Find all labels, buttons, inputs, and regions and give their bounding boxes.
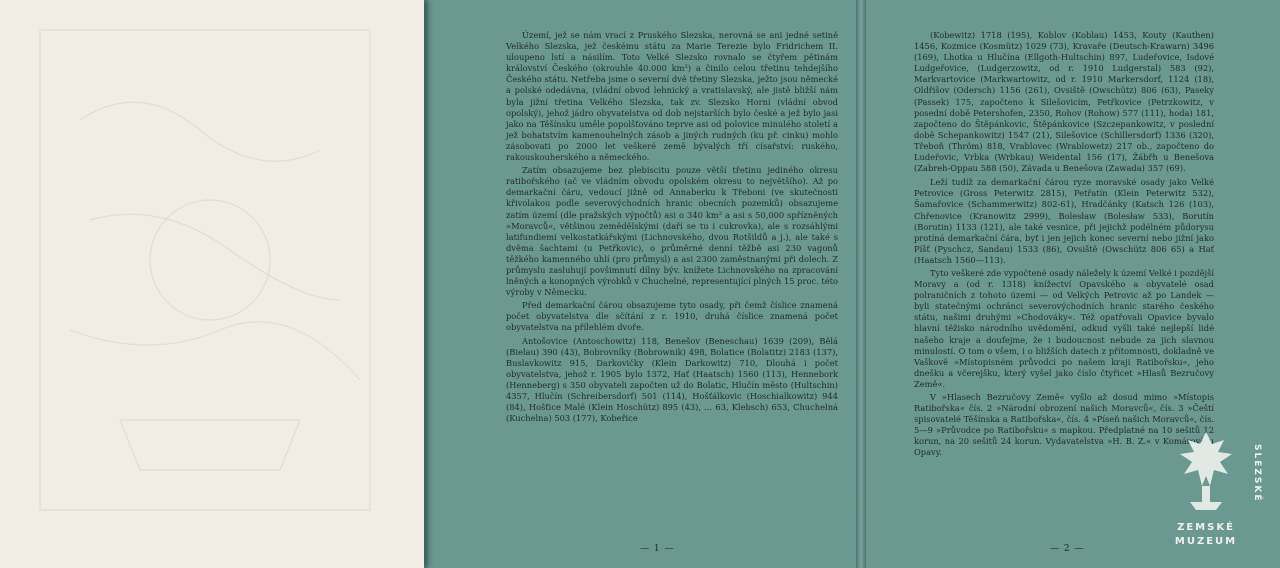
paragraph: Tyto veškeré zde vypočtené osady náležely k území Velké i pozdější Moravy a (od r. 1318) knížectví Opavského a obyvatelé osad polraničních z tohoto území — od Velkých Petrovic až po Landek — byli statečnými ochránci severovýchodních hranic starého českého státu, našimi druhými »Chodováky«. Též opatřovali Opavice byvalo hlavní těžisko národního uvědomění, odkud vyšli také nejlepší lidé našeho kraje a doufejme, že i budoucnost nebude za jich slavnou minulostí. O tom o všem, i o bližších datech z přítomnosti, dokladně ve Vaškově »Místopisném průvodci po našem kraji Ratibořsku«, jeho dnešku a včerejšku, který vyšel jako číslo čtyřicet »Hlasů Bezručovy Země«. <box>914 267 1214 389</box>
page-two <box>862 0 1280 568</box>
page-two-text <box>914 30 1214 461</box>
faint-sketch-illustration <box>0 0 424 568</box>
paragraph: Před demarkační čárou obsazujeme tyto osady, při čemž číslice znamená počet obyvatelstva dle sčítání z r. 1910, druhá číslice znamená počet obyvatelstva na přílehlém dvoře. <box>506 300 838 333</box>
stamp-text: ZEMSKÉ <box>1177 522 1235 533</box>
paragraph: (Kobewitz) 1718 (195), Koblov (Koblau) 1453, Kouty (Kauthen) 1456, Kozmice (Kosmütz) 1029 (73), Kravaře (Deutsch-Krawarn) 3496 (169), Lhotka u Hlučína (Ellgoth-Hultschin) 897, Ludeřovice, Isdové Ludgeřovice, (Ludgerzowitz, od r. 1910 Ludgerstal) 583 (92), Markvartovice (Markwartowitz, od r. 1910 Markersdorf, 1124 (18), Oldřišov (Odersch) 1156 (261), Ovsiště (Owschütz) 806 (63), Paseky (Passek) 175, započteno k Silešovicím, Petřkovice (Petrzkowitz, v posední době Petershofen, 2350, Rohov (Rohow) 577 (111), hoda) 181, započteno do Štěpánkovic, Štěpánkovice (Szczepankowitz, v poslední době Schepankowitz) 1547 (21), Silešovice (Schillersdorf) 1336 (320), Třeboň (Thröm) 818, Vrablovec (Wrablowetz) 217 ob., započteno do Ludeřovic, Vrbka (Wrbkau) Weidental 156 (17), Žábřh u Benešova (Zabreh-Oppau 588 (50), Závada u Benešova (Zawada) 357 (69). <box>914 30 1214 174</box>
page-one <box>428 0 860 568</box>
paragraph: Území, jež se nám vrací z Pruského Slezska, nerovná se ani jedné setině Velkého Slezska, jež českému státu za Marie Terezie bylo Fridrichem II. uloupeno lstí a násilím. Toto Velké Slezsko rovnalo se čtyřem pětinám království Českého (okrouhle 40.000 km²) a činilo celou třetinu tehdejšího Českého státu. Netřeba jsme o severní dvě třetiny Slezska, ježto jsou německé a polské odedávna, (vládní obvod lehnický a vratislavský, ale jistě bližší nám byla jižní třetina Velkého Slezska, tak zv. Slezsko Horní (vládní obvod opolský), jehož jádro obyvatelstva od dob nejstarších bylo české a jež bylo jasi jako na Těšínsku uměle popolšťováno teprve asi od polovice minulého století a jež bohatstvím kamenouhelných zásob a jiných rudných (ku př. cinku) mohlo zásobovati po 2000 let veškeré země bývalých tří císařství: ruského, rakouskouherského a německého. <box>506 30 838 163</box>
page-number: — 2 — <box>1050 544 1085 554</box>
eagle-emblem-icon <box>1150 414 1262 522</box>
stamp-text: MUZEUM <box>1174 536 1238 547</box>
paragraph: Leží tudíž za demarkační čárou ryze moravské osady jako Velké Petrovice (Gross Peterwitz 2815), Petřatín (Klein Peterwitz 532), Šamařovice (Schammerwitz) 802-61), Hradčánky (Katsch 126 (103), Chřenovice (Kranowitz 2999), Bolesław (Bolesław 533), Borutín (Borutin) 1133 (121), ale také vesnice, při jejichž podélném půdorysu protíná demarkační čára, byť i jen jejich konec severní nebo jižní jako Píšť (Pyschcz, Sandau) 1533 (86), Ovsiště (Owschütz 806 65) a Hať (Haatsch 1560—113). <box>914 177 1214 265</box>
page-number: — 1 — <box>640 544 675 554</box>
stamp-side-text: SLEZSKÉ <box>1252 444 1262 503</box>
cover-sheet <box>0 0 424 568</box>
paragraph: Zatím obsazujeme bez plebiscitu pouze větší třetinu jediného okresu ratibořského (ač ve vládním obvodu opolském okresu to největšího). Až po demarkační čáru, vedoucí jižně od Annaberku k Třeboni (ve skutečnosti křivolakou podle severovýchodních hranic obecních pozemků) obsazujeme zatím území (dle pražských výpočtů) asi o 340 km² a asi s 50,000 spřízněných »Moravců«, většinou zemědělskými (daří se tu i cukrovka), ale s rozsáhlými latifundiemi velkostatkářskými (Lichnovského, dvou Rotšildů a j.), ale také s dvěma šachtami (u Petřkovic), o průměrné denní těžbě asi 230 vagonů těžkého kamenného uhlí (pro průmysl) a asi 2300 zaměstnanými při dolech. Z průmyslu zasluhují povšimnutí dílny býv. knížete Lichnovského na zpracování lněných a konopných výrobků v Chuchelné, representující plných 15 proc. této výroby v Německu. <box>506 165 838 298</box>
paragraph: Antošovice (Antoschowitz) 118, Benešov (Beneschau) 1639 (209), Bělá (Bielau) 390 (43), Bobrovníky (Bobrownik) 498, Bolatice (Bolatitz) 2183 (137), Buslavkowitz 915, Darkovičky (Klein Darkowitz) 710, Dlouhá i počet obyvatelstva, jehož r. 1905 bylo 1372, Hať (Haatsch) 1560 (113), Hennebork (Henneberg) s 350 obyvateli započten už do Bolatic, Hlučín město (Hultschin) 4357, Hlučín (Schreibersdorf) 501 (114), Hošťálkovic (Hoschialkowitz) 944 (84), Hošťice Malé (Klein Hoschütz) 895 (43), ... 63, Klebsch) 653, Chuchelná (Kuchelna) 503 (177), Kobeřice <box>506 335 838 424</box>
museum-stamp <box>1150 414 1262 554</box>
binding-gutter <box>856 0 866 568</box>
paragraph: V »Hlasech Bezručovy Země« vyšlo až dosud mimo »Místopis Ratibořska« čís. 2 »Národní obrození našich Moravců«, čís. 3 »Čeští spisovatelé Těšínska a Ratibořska«, čís. 4 »Píseň našich Moravců«, čís. 5—9 »Průvodce po Ratibořsku« s mapkou. Předplatné na 10 sešitů 12 korun, na 20 sešitů 24 korun. Vydavatelstva »H. B. Z.« v Komárově u Opavy. <box>914 392 1214 458</box>
page-one-text <box>506 30 838 427</box>
